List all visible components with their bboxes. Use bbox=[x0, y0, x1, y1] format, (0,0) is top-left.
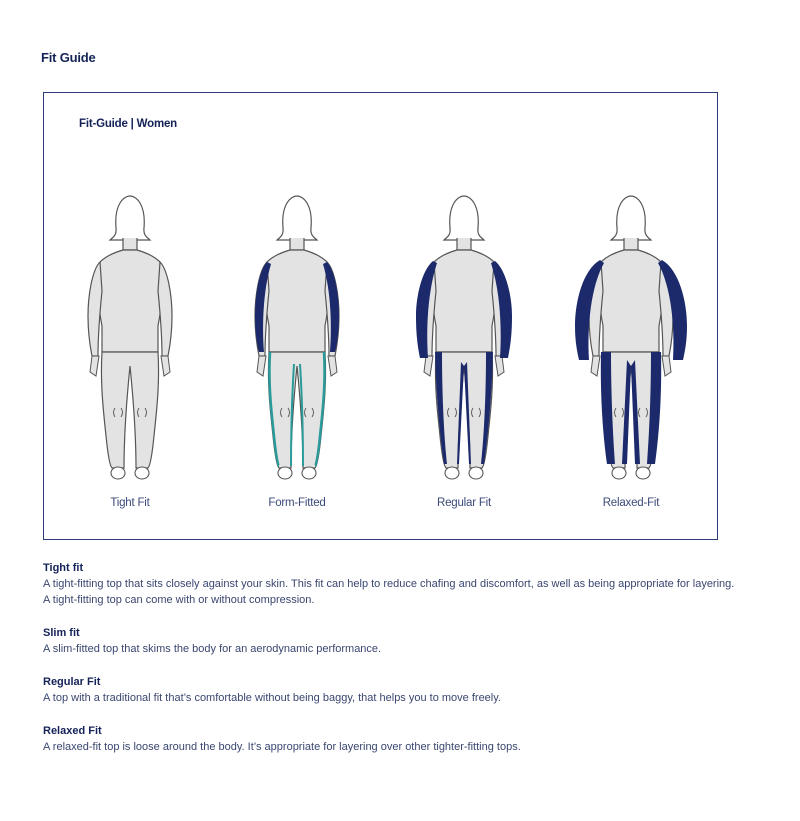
fit-label-tight: Tight Fit bbox=[110, 497, 150, 509]
desc-regular-fit bbox=[43, 675, 743, 706]
desc-text: A relaxed-fit top is loose around the body. It’s appropriate for layering over other tighter-fitting tops. bbox=[43, 741, 521, 753]
figure-tight-fit bbox=[88, 196, 172, 479]
desc-heading: Slim fit bbox=[43, 627, 80, 639]
fit-label-regular: Regular Fit bbox=[436, 497, 492, 509]
desc-text: A slim-fitted top that skims the body for an aerodynamic performance. bbox=[43, 643, 382, 655]
desc-slim-fit bbox=[43, 626, 743, 657]
fit-guide-panel bbox=[43, 92, 718, 540]
desc-text: A top with a traditional fit that’s comfortable without being baggy, that helps you to move freely. bbox=[43, 692, 501, 704]
fit-label-relaxed: Relaxed-Fit bbox=[602, 497, 660, 509]
desc-tight-fit bbox=[43, 561, 743, 608]
figure-relaxed-fit bbox=[575, 196, 687, 479]
page-title: Fit Guide bbox=[41, 50, 96, 65]
figure-form-fitted bbox=[255, 196, 339, 479]
fit-figures-illustration bbox=[44, 93, 716, 538]
desc-relaxed-fit bbox=[43, 724, 743, 755]
desc-heading: Relaxed Fit bbox=[43, 725, 102, 737]
fit-guide-title: Fit-Guide | Women bbox=[79, 118, 177, 130]
desc-heading: Tight fit bbox=[43, 562, 84, 574]
desc-text: A tight-fitting top that sits closely against your skin. This fit can help to reduce chafing and discomfort, as well as being appropriate for layering. A tight-fitting top can come with or without compression. bbox=[43, 578, 735, 606]
desc-heading: Regular Fit bbox=[43, 676, 101, 688]
fit-label-form-fitted: Form-Fitted bbox=[268, 497, 326, 509]
figure-regular-fit bbox=[416, 196, 512, 479]
